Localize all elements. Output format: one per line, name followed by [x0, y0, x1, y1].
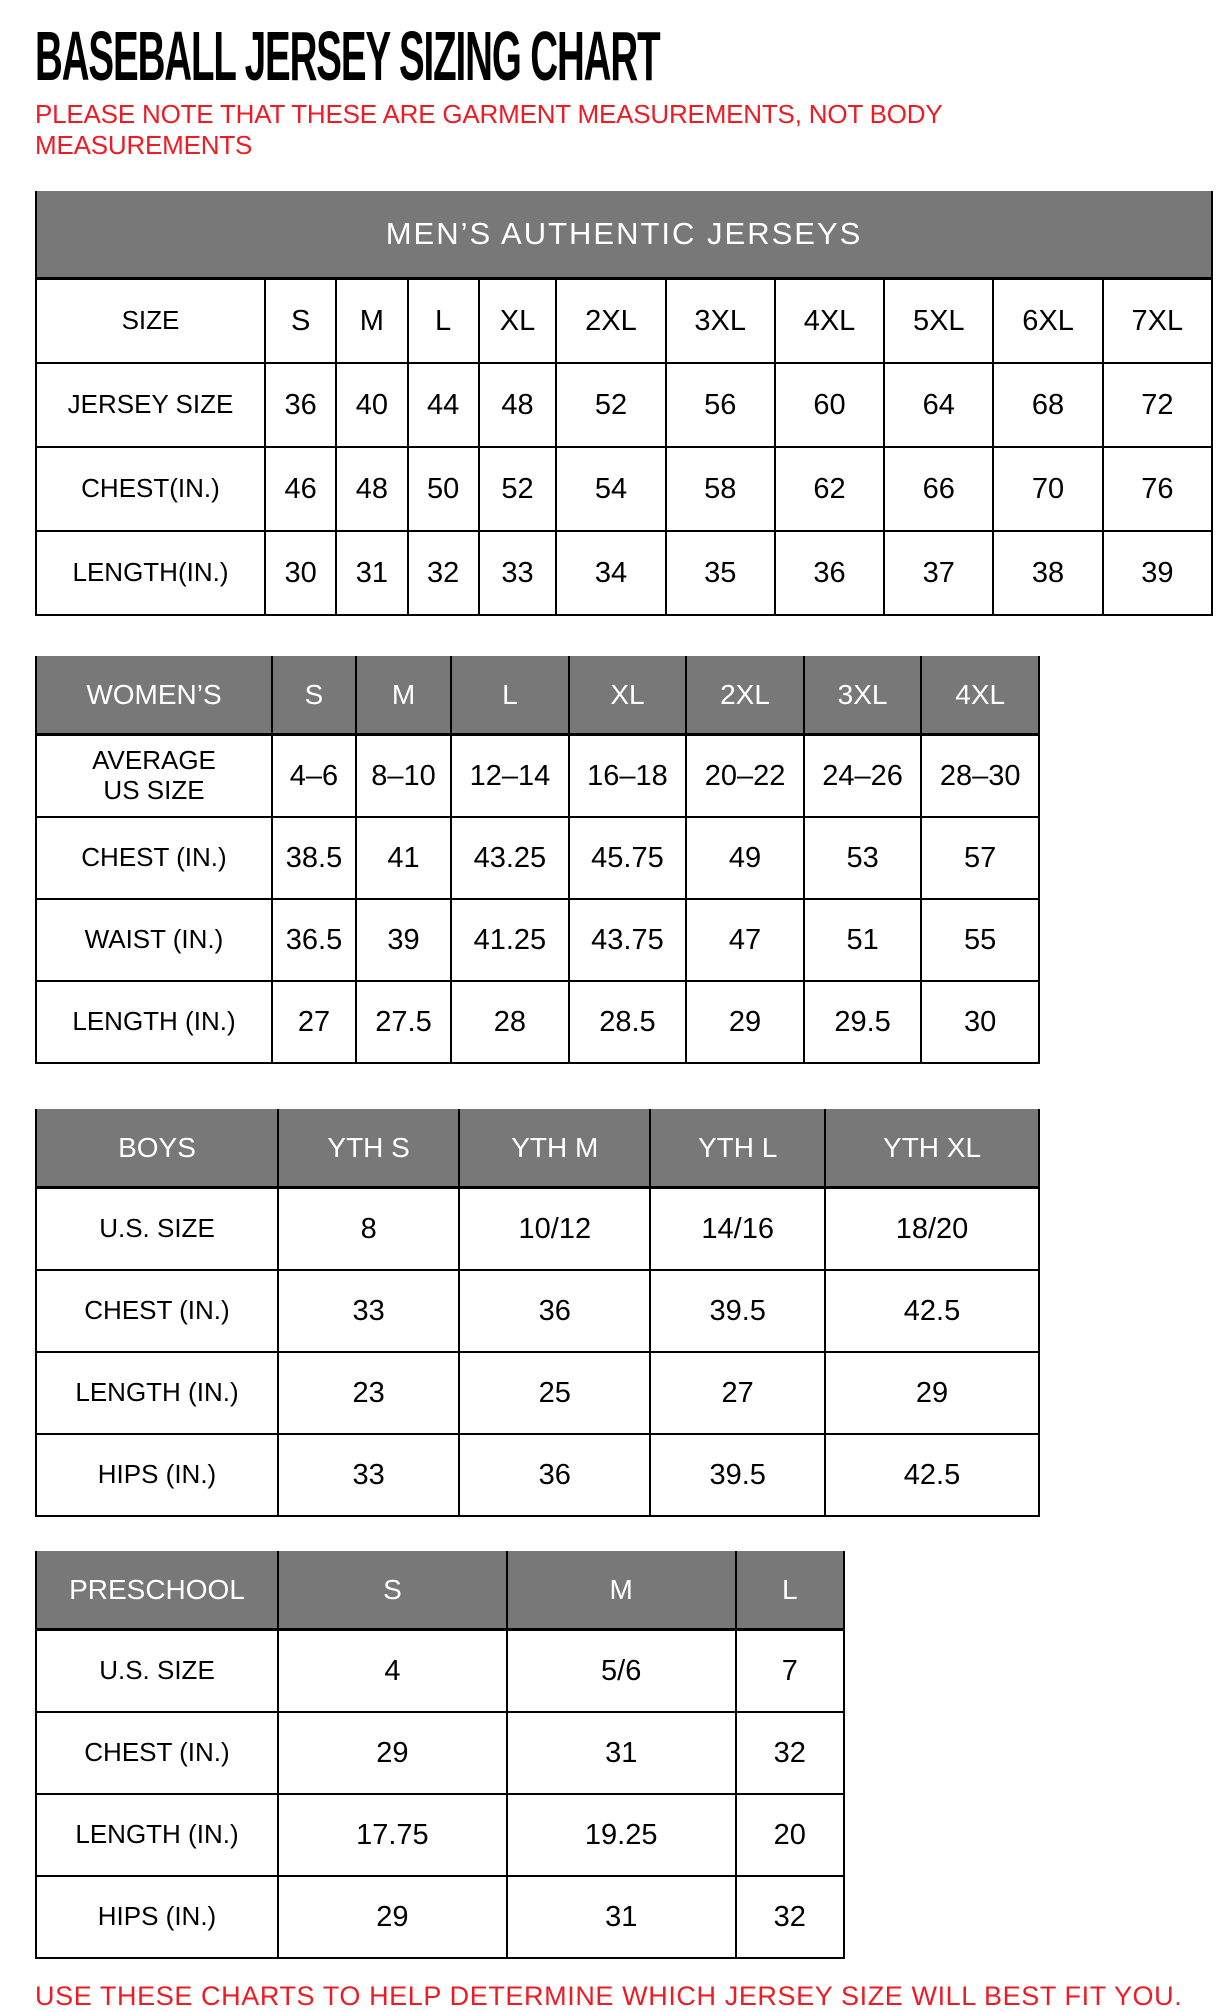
column-header: S [272, 656, 356, 735]
header-row [36, 1109, 1039, 1188]
table-row [36, 1630, 844, 1713]
cell-value: 25 [459, 1352, 650, 1434]
cell-value: 36 [459, 1434, 650, 1516]
cell-value: 49 [686, 817, 804, 899]
cell-value: 64 [884, 363, 993, 447]
row-label: AVERAGE US SIZE [36, 735, 272, 818]
cell-value: 27.5 [356, 981, 451, 1063]
cell-value: 29 [825, 1352, 1039, 1434]
mens-sizing-table [35, 191, 1213, 616]
footer-advice-text: USE THESE CHARTS TO HELP DETERMINE WHICH JERSEY SIZE WILL BEST FIT YOU. [35, 1981, 1183, 2011]
cell-value: 32 [736, 1712, 844, 1794]
column-header: YTH M [459, 1109, 650, 1188]
cell-value: 27 [650, 1352, 825, 1434]
cell-value: 28 [451, 981, 569, 1063]
cell-value: 55 [921, 899, 1039, 981]
row-label: WAIST (IN.) [36, 899, 272, 981]
cell-value: 4XL [775, 279, 884, 364]
cell-value: 70 [993, 447, 1102, 531]
column-header: XL [569, 656, 687, 735]
header-row [36, 191, 1212, 279]
row-label: U.S. SIZE [36, 1630, 278, 1713]
cell-value: 39.5 [650, 1270, 825, 1352]
cell-value: 30 [265, 531, 336, 615]
column-header: L [451, 656, 569, 735]
cell-value: 76 [1103, 447, 1212, 531]
cell-value: 10/12 [459, 1188, 650, 1271]
cell-value: 66 [884, 447, 993, 531]
womens-sizing-table [35, 656, 1040, 1064]
row-label: LENGTH(IN.) [36, 531, 265, 615]
cell-value: 39.5 [650, 1434, 825, 1516]
cell-value: 28.5 [569, 981, 687, 1063]
cell-value: 52 [479, 447, 557, 531]
cell-value: 34 [556, 531, 665, 615]
cell-value: 29.5 [804, 981, 922, 1063]
cell-value: 16–18 [569, 735, 687, 818]
cell-value: 48 [479, 363, 557, 447]
cell-value: 8–10 [356, 735, 451, 818]
cell-value: 32 [408, 531, 479, 615]
column-header: M [356, 656, 451, 735]
cell-value: 35 [666, 531, 775, 615]
cell-value: 20 [736, 1794, 844, 1876]
cell-value: 24–26 [804, 735, 922, 818]
row-label: LENGTH (IN.) [36, 981, 272, 1063]
cell-value: 7 [736, 1630, 844, 1713]
table-row [36, 981, 1039, 1063]
header-row [36, 656, 1039, 735]
cell-value: 38 [993, 531, 1102, 615]
column-header: YTH S [278, 1109, 459, 1188]
column-header: YTH XL [825, 1109, 1039, 1188]
boys-sizing-table [35, 1109, 1040, 1517]
cell-value: 36 [459, 1270, 650, 1352]
cell-value: 41.25 [451, 899, 569, 981]
cell-value: 5/6 [507, 1630, 736, 1713]
table-row [36, 817, 1039, 899]
header-row [36, 1551, 844, 1630]
cell-value: 20–22 [686, 735, 804, 818]
cell-value: 42.5 [825, 1434, 1039, 1516]
cell-value: 51 [804, 899, 922, 981]
cell-value: S [265, 279, 336, 364]
cell-value: 6XL [993, 279, 1102, 364]
row-label: LENGTH (IN.) [36, 1794, 278, 1876]
page-title: BASEBALL JERSEY SIZING CHART [35, 17, 660, 95]
cell-value: 29 [278, 1712, 507, 1794]
row-label: JERSEY SIZE [36, 363, 265, 447]
table-row [36, 1270, 1039, 1352]
cell-value: M [336, 279, 407, 364]
column-header: 3XL [804, 656, 922, 735]
cell-value: 57 [921, 817, 1039, 899]
cell-value: 53 [804, 817, 922, 899]
cell-value: 14/16 [650, 1188, 825, 1271]
column-header: PRESCHOOL [36, 1551, 278, 1630]
preschool-sizing-table [35, 1551, 845, 1959]
cell-value: 56 [666, 363, 775, 447]
garment-measurement-note: PLEASE NOTE THAT THESE ARE GARMENT MEASUREMENTS, NOT BODY MEASUREMENTS [35, 99, 942, 160]
cell-value: 36.5 [272, 899, 356, 981]
cell-value: 2XL [556, 279, 665, 364]
cell-value: 62 [775, 447, 884, 531]
row-label: SIZE [36, 279, 265, 364]
cell-value: 38.5 [272, 817, 356, 899]
cell-value: 33 [278, 1434, 459, 1516]
row-label: HIPS (IN.) [36, 1434, 278, 1516]
cell-value: 44 [408, 363, 479, 447]
cell-value: 58 [666, 447, 775, 531]
table-row [36, 531, 1212, 615]
cell-value: 41 [356, 817, 451, 899]
cell-value: L [408, 279, 479, 364]
row-label: CHEST(IN.) [36, 447, 265, 531]
cell-value: 30 [921, 981, 1039, 1063]
cell-value: 72 [1103, 363, 1212, 447]
cell-value: 54 [556, 447, 665, 531]
cell-value: 31 [336, 531, 407, 615]
table-row [36, 447, 1212, 531]
cell-value: 48 [336, 447, 407, 531]
cell-value: 4 [278, 1630, 507, 1713]
row-label: CHEST (IN.) [36, 817, 272, 899]
cell-value: 17.75 [278, 1794, 507, 1876]
cell-value: 18/20 [825, 1188, 1039, 1271]
table-title: MEN’S AUTHENTIC JERSEYS [36, 191, 1212, 279]
cell-value: 8 [278, 1188, 459, 1271]
cell-value: 37 [884, 531, 993, 615]
cell-value: 29 [278, 1876, 507, 1958]
cell-value: 3XL [666, 279, 775, 364]
cell-value: 36 [775, 531, 884, 615]
table-row [36, 899, 1039, 981]
cell-value: 31 [507, 1712, 736, 1794]
cell-value: 31 [507, 1876, 736, 1958]
cell-value: 40 [336, 363, 407, 447]
cell-value: XL [479, 279, 557, 364]
row-label: CHEST (IN.) [36, 1270, 278, 1352]
cell-value: 46 [265, 447, 336, 531]
cell-value: 68 [993, 363, 1102, 447]
cell-value: 39 [1103, 531, 1212, 615]
column-header: L [736, 1551, 844, 1630]
cell-value: 29 [686, 981, 804, 1063]
cell-value: 19.25 [507, 1794, 736, 1876]
cell-value: 47 [686, 899, 804, 981]
cell-value: 32 [736, 1876, 844, 1958]
row-label: HIPS (IN.) [36, 1876, 278, 1958]
row-label: CHEST (IN.) [36, 1712, 278, 1794]
table-row [36, 1876, 844, 1958]
cell-value: 43.75 [569, 899, 687, 981]
cell-value: 50 [408, 447, 479, 531]
row-label: U.S. SIZE [36, 1188, 278, 1271]
column-header: BOYS [36, 1109, 278, 1188]
table-row [36, 1712, 844, 1794]
cell-value: 5XL [884, 279, 993, 364]
cell-value: 27 [272, 981, 356, 1063]
cell-value: 12–14 [451, 735, 569, 818]
column-header: WOMEN’S [36, 656, 272, 735]
cell-value: 39 [356, 899, 451, 981]
cell-value: 33 [479, 531, 557, 615]
column-header: 4XL [921, 656, 1039, 735]
table-row [36, 1794, 844, 1876]
column-header: 2XL [686, 656, 804, 735]
cell-value: 23 [278, 1352, 459, 1434]
cell-value: 52 [556, 363, 665, 447]
column-header: M [507, 1551, 736, 1630]
table-row [36, 735, 1039, 818]
cell-value: 4–6 [272, 735, 356, 818]
cell-value: 45.75 [569, 817, 687, 899]
table-row [36, 1352, 1039, 1434]
column-header: S [278, 1551, 507, 1630]
cell-value: 7XL [1103, 279, 1212, 364]
table-row [36, 1188, 1039, 1271]
column-header: YTH L [650, 1109, 825, 1188]
cell-value: 60 [775, 363, 884, 447]
table-row [36, 279, 1212, 364]
row-label: LENGTH (IN.) [36, 1352, 278, 1434]
cell-value: 28–30 [921, 735, 1039, 818]
table-row [36, 1434, 1039, 1516]
cell-value: 36 [265, 363, 336, 447]
cell-value: 42.5 [825, 1270, 1039, 1352]
table-row [36, 363, 1212, 447]
cell-value: 43.25 [451, 817, 569, 899]
cell-value: 33 [278, 1270, 459, 1352]
